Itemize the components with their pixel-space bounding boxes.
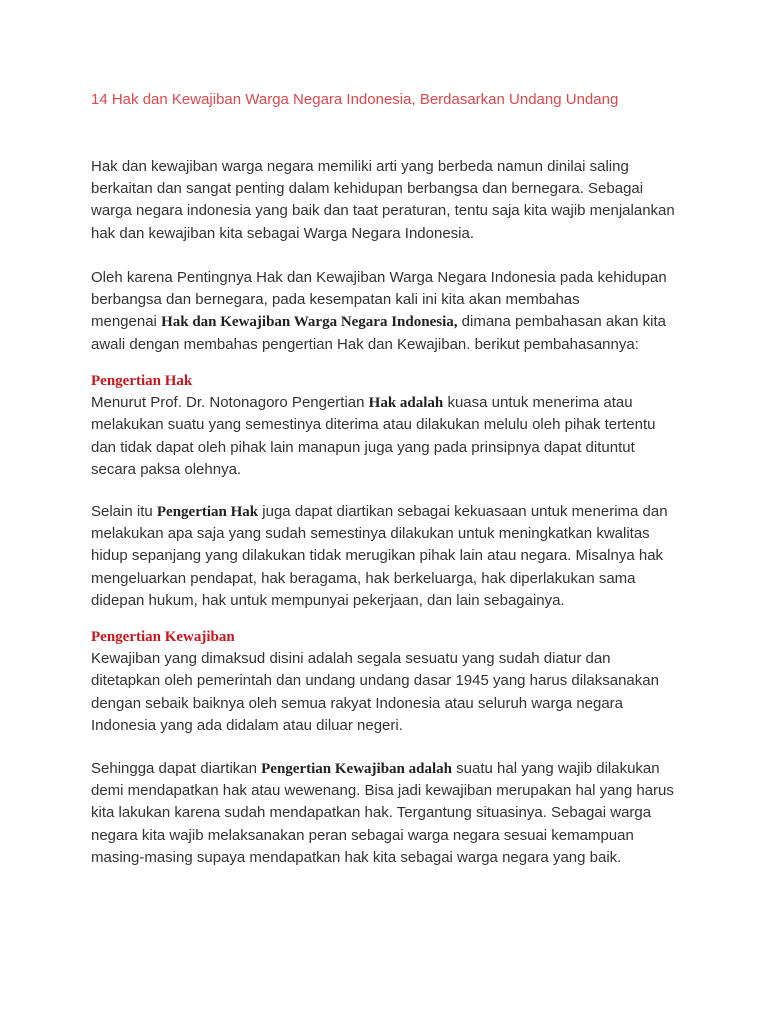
text-run: Kewajiban yang dimaksud disini adalah segala sesuatu yang sudah diatur dan — [91, 650, 611, 668]
text-line — [91, 780, 674, 802]
text-run: suatu hal yang wajib dilakukan — [451, 760, 660, 777]
bold-term: Pengertian Hak — [156, 504, 259, 520]
text-line — [91, 802, 674, 824]
text-run: Hak dan kewajiban warga negara memiliki arti yang berbeda namun dinilai saling — [91, 158, 629, 175]
text-line — [91, 501, 668, 523]
text-run: mengenai — [91, 313, 162, 331]
text-run: demi mendapatkan hak atau wewenang. Bisa jadi kewajiban merupakan hal yang harus — [91, 782, 674, 800]
text-line — [91, 156, 675, 178]
text-run: Oleh karena Pentingnya Hak dan Kewajiban Warga Negara Indonesia pada kehidupan — [91, 269, 667, 286]
text-line — [91, 523, 668, 545]
section-4 — [91, 626, 659, 737]
section-heading: Pengertian Hak — [91, 373, 193, 389]
text-run: Menurut Prof. Dr. Notonagoro Pengertian — [91, 394, 369, 412]
text-run: awali dengan membahas pengertian Hak dan Kewajiban. berikut pembahasannya: — [91, 335, 639, 353]
paragraph — [91, 758, 674, 869]
text-line — [91, 693, 659, 715]
section-heading: Pengertian Kewajiban — [91, 629, 235, 645]
text-run: mengeluarkan pendapat, hak beragama, hak berkeluarga, hak diperlakukan sama — [91, 569, 636, 587]
text-run: kita lakukan karena sudah mendapatkan hak. Tergantung situasinya. Sebagai warga — [91, 804, 652, 822]
text-line — [91, 334, 667, 356]
text-run: ditetapkan oleh pemerintah dan undang undang dasar 1945 yang harus dilaksanakan — [91, 672, 659, 690]
text-line — [91, 847, 674, 869]
text-line — [91, 568, 668, 590]
text-line — [91, 590, 668, 612]
bold-term: Hak adalah — [368, 395, 444, 412]
text-run: melakukan suatu yang semestinya diterima atau dilakukan melulu oleh pihak tertentu — [91, 416, 656, 434]
text-line — [91, 289, 667, 311]
text-run: hidup sepanjang yang dilakukan tidak merugikan pihak lain atau negara. Misalnya hak — [91, 547, 664, 565]
text-run: melakukan apa saja yang sudah semestinya dilakukan untuk meningkatkan kwalitas — [91, 525, 650, 543]
text-run: juga dapat diartikan sebagai kekuasaan untuk menerima dan — [258, 503, 668, 520]
text-line — [91, 437, 656, 459]
text-run: Selain itu — [91, 503, 157, 520]
text-line — [91, 825, 674, 847]
document-title: 14 Hak dan Kewajiban Warga Negara Indonesia, Berdasarkan Undang Undang — [91, 91, 619, 108]
bold-term: Pengertian Kewajiban adalah — [261, 761, 452, 777]
text-line — [91, 648, 659, 670]
text-run: secara paksa olehnya. — [91, 460, 242, 478]
text-run: negara kita wajib melaksanakan peran sebagai warga negara sesuai kemampuan — [91, 826, 634, 844]
text-line — [91, 758, 674, 780]
paragraph — [91, 156, 675, 245]
text-line — [91, 392, 656, 414]
text-run: masing-masing supaya mendapatkan hak kita sebagai warga negara yang baik. — [91, 848, 622, 866]
text-run: dimana pembahasan akan kita — [457, 313, 666, 331]
text-run: Indonesia yang ada didalam atau diluar negeri. — [91, 716, 403, 734]
bold-term: Hak dan Kewajiban Warga Negara Indonesia, — [161, 314, 458, 331]
text-line — [91, 459, 656, 481]
text-line — [91, 267, 667, 289]
text-run: didepan hukum, hak untuk mempunyai pekerjaan, dan lain sebagainya. — [91, 591, 565, 609]
text-line — [91, 311, 667, 333]
text-run: berbangsa dan bernegara, pada kesempatan kali ini kita akan membahas — [91, 291, 580, 309]
paragraph — [91, 501, 668, 612]
text-line — [91, 200, 675, 222]
text-run: berkaitan dan sangat penting dalam kehidupan berbangsa dan bernegara. Sebagai — [91, 180, 644, 198]
text-run: hak dan kewajiban kita sebagai Warga Negara Indonesia. — [91, 224, 475, 242]
text-line — [91, 715, 659, 737]
text-run: dan tidak dapat oleh pihak lain manapun juga yang pada prinsipnya dapat dituntut — [91, 438, 635, 456]
text-run: warga negara indonesia yang baik dan taat peraturan, tentu saja kita wajib menjalankan — [91, 202, 675, 220]
text-line — [91, 223, 675, 245]
text-run: Sehingga dapat diartikan — [91, 760, 262, 777]
section-2 — [91, 370, 656, 481]
text-run: kuasa untuk menerima atau — [443, 394, 633, 412]
paragraph — [91, 267, 667, 356]
text-line — [91, 414, 656, 436]
text-line — [91, 178, 675, 200]
text-run: dengan sebaik baiknya oleh semua rakyat Indonesia atau seluruh warga negara — [91, 694, 624, 712]
text-line — [91, 670, 659, 692]
text-line — [91, 545, 668, 567]
